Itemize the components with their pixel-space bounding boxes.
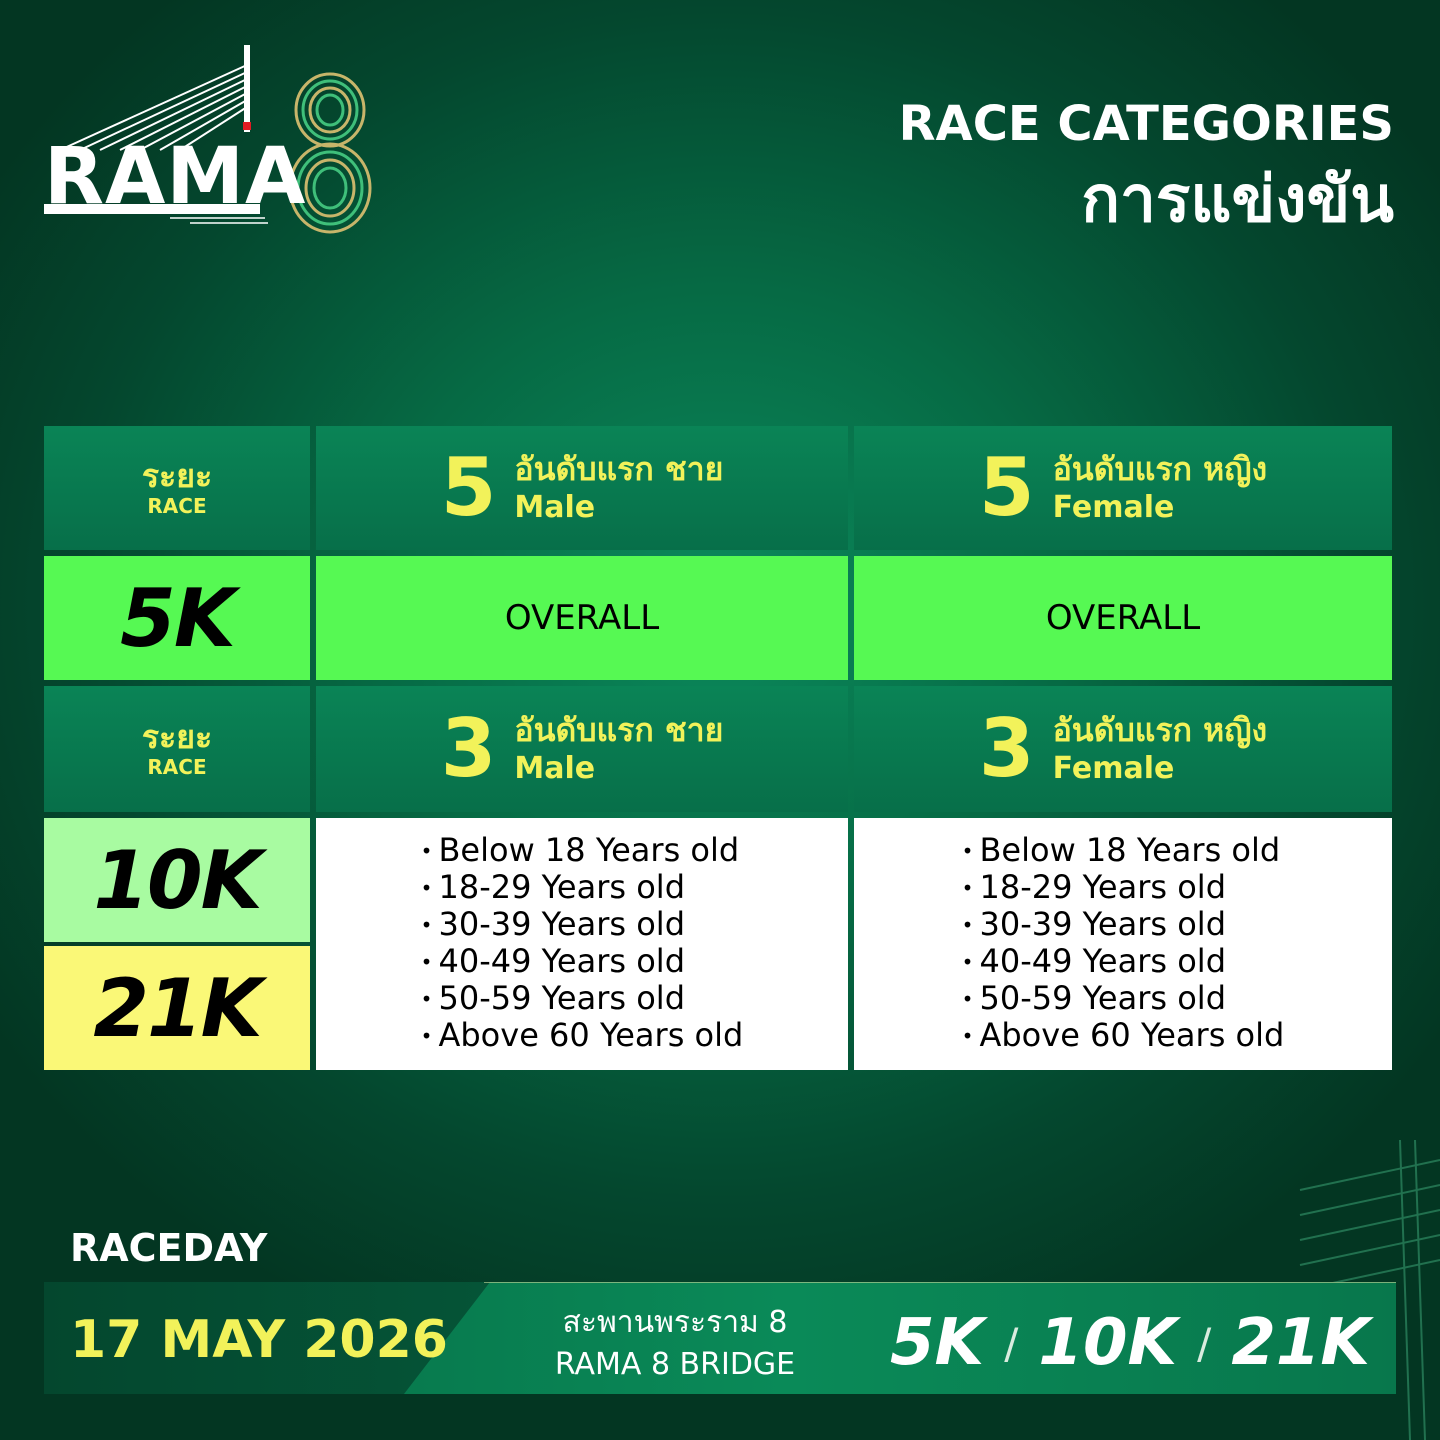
distance-10k: 10K [1038,1306,1178,1380]
age-group-item: • Below 18 Years old [421,833,744,870]
male-age-groups-cell [316,818,848,1070]
distance-5k-cell: 5K [44,556,310,680]
rank-label-th: อันดับแรก หญิง [1052,450,1268,489]
distances-list [890,1306,1370,1380]
rank-count: 5 [978,441,1035,534]
page-title-en: RACE CATEGORIES [898,96,1394,152]
rank-count: 5 [440,441,497,534]
age-group-item: • 50-59 Years old [962,981,1285,1018]
age-group-item: • Above 60 Years old [421,1018,744,1055]
rank-label-en: Female [1052,490,1175,526]
race-header-cell [44,686,310,812]
age-group-item: • 30-39 Years old [421,907,744,944]
rank-label-th: อันดับแรก ชาย [514,711,724,750]
female-age-group-list [962,833,1285,1054]
female-top5-header [854,426,1392,550]
distance-21k-cell: 21K [44,946,310,1070]
rank-count: 3 [978,702,1035,795]
male-overall-cell: OVERALL [316,556,848,680]
rank-label-en: Male [514,751,596,787]
race-label-th: ระยะ [141,457,213,496]
distance-5k: 5K [890,1306,985,1380]
male-age-group-list [421,833,744,1054]
age-group-item: • 40-49 Years old [421,944,744,981]
male-top5-header [316,426,848,550]
age-group-item: • 50-59 Years old [421,981,744,1018]
distance-10k-cell: 10K [44,818,310,942]
race-header-cell [44,426,310,550]
page-title-th: การแข่งขัน [1081,163,1394,237]
age-group-item: • Above 60 Years old [962,1018,1285,1055]
venue-th: สะพานพระราม 8 [562,1305,788,1340]
raceday-label: RACEDAY [70,1226,268,1270]
rank-label-en: Male [514,490,596,526]
race-label-en: RACE [147,754,207,779]
female-age-groups-cell [854,818,1392,1070]
race-label-en: RACE [147,493,207,518]
race-label-th: ระยะ [141,718,213,757]
distance-separator: / [1004,1318,1019,1368]
distance-21k: 21K [1231,1306,1370,1380]
age-group-item: • 18-29 Years old [421,870,744,907]
age-group-item: • 30-39 Years old [962,907,1285,944]
distance-separator: / [1197,1318,1212,1368]
rank-label-en: Female [1052,751,1175,787]
venue [520,1302,830,1386]
age-group-item: • 40-49 Years old [962,944,1285,981]
rank-count: 3 [440,702,497,795]
rank-label-th: อันดับแรก ชาย [514,450,724,489]
rank-label-th: อันดับแรก หญิง [1052,711,1268,750]
female-top3-header [854,686,1392,812]
logo-wordmark: RAMA [44,132,307,222]
age-group-item: • 18-29 Years old [962,870,1285,907]
female-overall-cell: OVERALL [854,556,1392,680]
age-group-item: • Below 18 Years old [962,833,1285,870]
venue-en: RAMA 8 BRIDGE [554,1347,796,1382]
race-date: 17 MAY 2026 [70,1310,448,1370]
male-top3-header [316,686,848,812]
